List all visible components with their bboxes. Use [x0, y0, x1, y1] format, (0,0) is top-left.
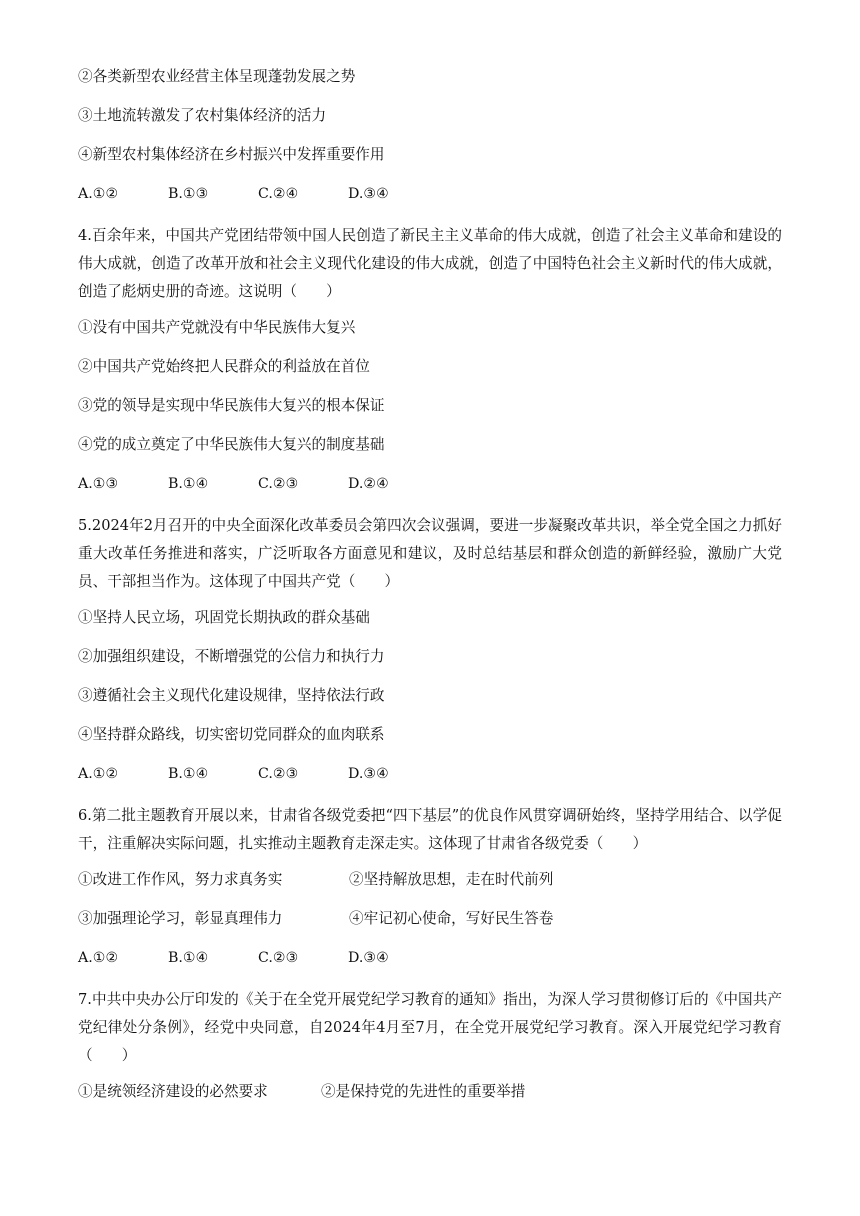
option-4: ④坚持群众路线，切实密切党同群众的血肉联系	[78, 726, 385, 743]
choice-a: A.①③	[78, 476, 119, 492]
choice-d: D.③④	[348, 186, 389, 202]
option-4: ④党的成立奠定了中华民族伟大复兴的制度基础	[78, 436, 385, 453]
option-row	[78, 869, 782, 891]
question-stem: 7.中共中央办公厅印发的《关于在全党开展党纪学习教育的通知》指出，为深人学习贯彻修订后的《中国共产党纪律处分条例》，经党中央同意，自2024年4月至7月，在全党开展党纪学习教育。深入开展党纪学习教育（ ）	[78, 991, 782, 1064]
question-6	[78, 802, 782, 969]
option-2: ②坚持解放思想，走在时代前列	[349, 871, 554, 888]
question-3-tail	[78, 66, 782, 205]
question-stem: 6.第二批主题教育开展以来，甘肃省各级党委把“四下基层”的优良作风贯穿调研始终，坚持学用结合、以学促干，注重解决实际问题，扎实推动主题教育走深走实。这体现了甘肃省各级党委（ ）	[78, 807, 782, 852]
answer-choices	[78, 763, 782, 785]
choice-b: B.①④	[168, 476, 209, 492]
option-row	[78, 1081, 782, 1103]
option-2: ②中国共产党始终把人民群众的利益放在首位	[78, 358, 370, 375]
choice-d: D.②④	[348, 476, 389, 492]
option-4: ④牢记初心使命，写好民生答卷	[349, 910, 554, 927]
choice-c: C.②③	[258, 950, 299, 966]
question-4	[78, 222, 782, 495]
choice-d: D.③④	[348, 950, 389, 966]
option-3: ③遵循社会主义现代化建设规律，坚持依法行政	[78, 687, 385, 704]
option-1: ①坚持人民立场，巩固党长期执政的群众基础	[78, 609, 370, 626]
choice-c: C.②③	[258, 476, 299, 492]
option-row	[78, 908, 782, 930]
answer-choices	[78, 947, 782, 969]
option-2: ②是保持党的先进性的重要举措	[321, 1083, 526, 1100]
choice-a: A.①②	[78, 950, 119, 966]
option-1: ①改进工作作风，努力求真务实	[78, 871, 283, 888]
answer-choices	[78, 183, 782, 205]
option-2: ②加强组织建设，不断增强党的公信力和执行力	[78, 648, 385, 665]
question-stem: 5.2024年2月召开的中央全面深化改革委员会第四次会议强调，要进一步凝聚改革共识，举全党全国之力抓好重大改革任务推进和落实，广泛听取各方面意见和建议，及时总结基层和群众创造的新鲜经验，激励广大党员、干部担当作为。这体现了中国共产党（ ）	[78, 517, 782, 590]
choice-a: A.①②	[78, 186, 119, 202]
option-1: ①没有中国共产党就没有中华民族伟大复兴	[78, 319, 356, 336]
answer-choices	[78, 473, 782, 495]
option-3: ③加强理论学习，彰显真理伟力	[78, 910, 283, 927]
choice-b: B.①④	[168, 766, 209, 782]
option-2: ②各类新型农业经营主体呈现蓬勃发展之势	[78, 68, 356, 85]
choice-d: D.③④	[348, 766, 389, 782]
question-stem: 4.百余年来，中国共产党团结带领中国人民创造了新民主主义革命的伟大成就，创造了社会主义革命和建设的伟大成就，创造了改革开放和社会主义现代化建设的伟大成就，创造了中国特色社会主义新时代的伟大成就，创造了彪炳史册的奇迹。这说明（ ）	[78, 227, 782, 300]
choice-a: A.①②	[78, 766, 119, 782]
choice-b: B.①③	[168, 186, 209, 202]
choice-c: C.②③	[258, 766, 299, 782]
option-1: ①是统领经济建设的必然要求	[78, 1083, 268, 1100]
question-5	[78, 512, 782, 785]
option-3: ③土地流转激发了农村集体经济的活力	[78, 107, 327, 124]
choice-b: B.①④	[168, 950, 209, 966]
question-7	[78, 986, 782, 1103]
option-3: ③党的领导是实现中华民族伟大复兴的根本保证	[78, 397, 385, 414]
option-4: ④新型农村集体经济在乡村振兴中发挥重要作用	[78, 146, 385, 163]
choice-c: C.②④	[258, 186, 299, 202]
